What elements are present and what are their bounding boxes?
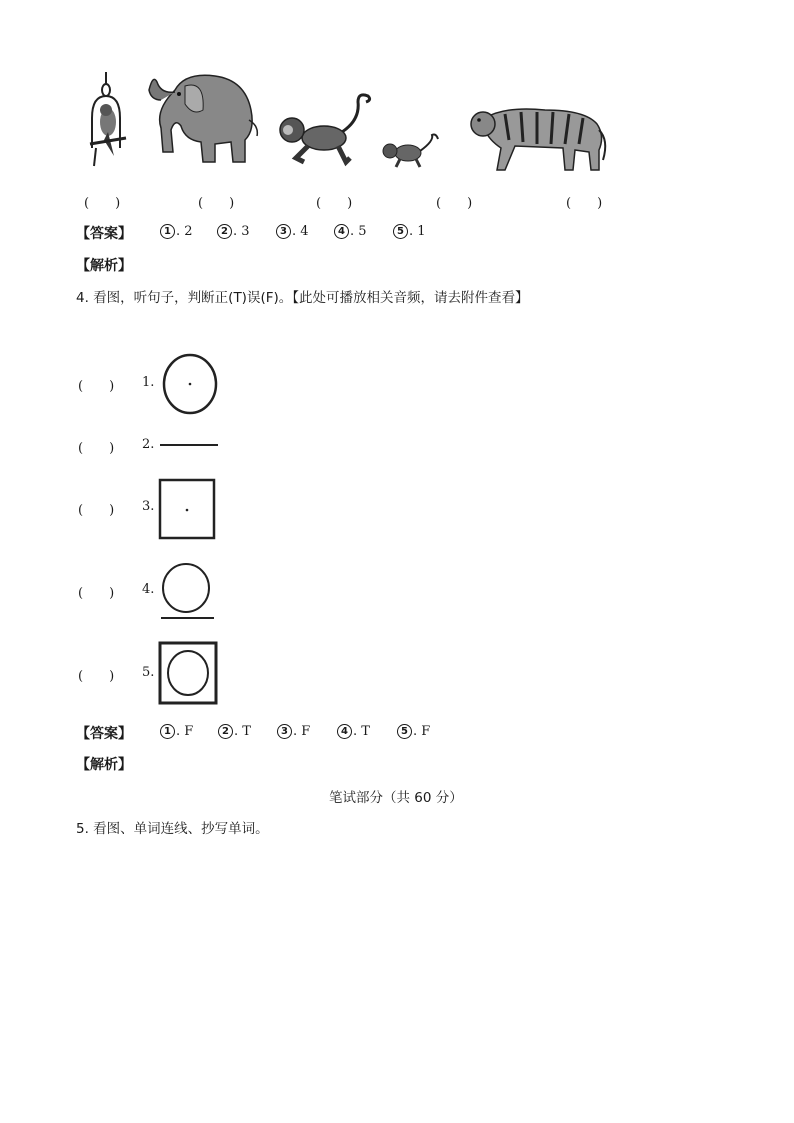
- animal-bracket-2[interactable]: ( ): [198, 196, 235, 211]
- q4-number-1: 1.: [142, 375, 155, 390]
- answer2-item-3: [277, 724, 310, 739]
- elephant-image: [145, 70, 260, 165]
- animal-bracket-3[interactable]: ( ): [316, 196, 353, 211]
- answer-value: . 1: [409, 224, 426, 239]
- circled-number: 2: [218, 724, 233, 739]
- circled-number: 3: [277, 724, 292, 739]
- answer-value: . 4: [292, 224, 309, 239]
- circled-number: 4: [334, 224, 349, 239]
- answer2-item-5: [397, 724, 430, 739]
- answer-item-3: [276, 224, 309, 239]
- answer-value: . F: [293, 724, 311, 739]
- circle-with-dot-shape: [160, 352, 220, 416]
- q4-number-3: 3.: [142, 499, 155, 514]
- animal-bracket-1[interactable]: ( ): [84, 196, 121, 211]
- q4-bracket-1[interactable]: ( ): [78, 379, 115, 394]
- answer2-item-4: [337, 724, 370, 739]
- answer-value: . T: [353, 724, 370, 739]
- circled-number: 4: [337, 724, 352, 739]
- q4-bracket-5[interactable]: ( ): [78, 669, 115, 684]
- answer-value: . 2: [176, 224, 193, 239]
- answer-item-5: [393, 224, 426, 239]
- answer2-item-2: [218, 724, 251, 739]
- analysis-tag-2: 【解析】: [76, 757, 132, 773]
- answer-value: . F: [176, 724, 194, 739]
- answer-item-4: [334, 224, 367, 239]
- animal-bracket-4[interactable]: ( ): [436, 196, 473, 211]
- small-monkey-image: [380, 133, 440, 171]
- answer-value: . 5: [350, 224, 367, 239]
- answer-tag: 【答案】: [76, 226, 132, 242]
- circled-number: 5: [393, 224, 408, 239]
- circled-number: 2: [217, 224, 232, 239]
- parrot-image: [84, 70, 134, 170]
- answer-item-1: [160, 224, 193, 239]
- circle-above-line-shape: [158, 561, 218, 623]
- animal-bracket-5[interactable]: ( ): [566, 196, 603, 211]
- answer-value: . F: [413, 724, 431, 739]
- q4-bracket-2[interactable]: ( ): [78, 441, 115, 456]
- q4-number-2: 2.: [142, 437, 155, 452]
- answer-value: . 3: [233, 224, 250, 239]
- answer2-item-1: [160, 724, 193, 739]
- question-4-text: 4. 看图，听句子，判断正(T)误(F)。【此处可播放相关音频，请去附件查看】: [76, 290, 529, 306]
- section-title: 笔试部分（共 60 分）: [329, 790, 463, 806]
- question-5-text: 5. 看图、单词连线、抄写单词。: [76, 821, 269, 837]
- line-shape: [158, 440, 220, 450]
- answer-tag-2: 【答案】: [76, 726, 132, 742]
- answer-item-2: [217, 224, 250, 239]
- tiger-image: [465, 100, 610, 175]
- circled-number: 5: [397, 724, 412, 739]
- q4-bracket-3[interactable]: ( ): [78, 503, 115, 518]
- monkey-image: [272, 92, 377, 167]
- q4-number-4: 4.: [142, 582, 155, 597]
- answer-value: . T: [234, 724, 251, 739]
- circle-in-square-shape: [158, 641, 222, 707]
- circled-number: 1: [160, 724, 175, 739]
- circled-number: 3: [276, 224, 291, 239]
- square-with-dot-shape: [158, 478, 218, 542]
- q4-number-5: 5.: [142, 665, 155, 680]
- circled-number: 1: [160, 224, 175, 239]
- q4-bracket-4[interactable]: ( ): [78, 586, 115, 601]
- analysis-tag: 【解析】: [76, 258, 132, 274]
